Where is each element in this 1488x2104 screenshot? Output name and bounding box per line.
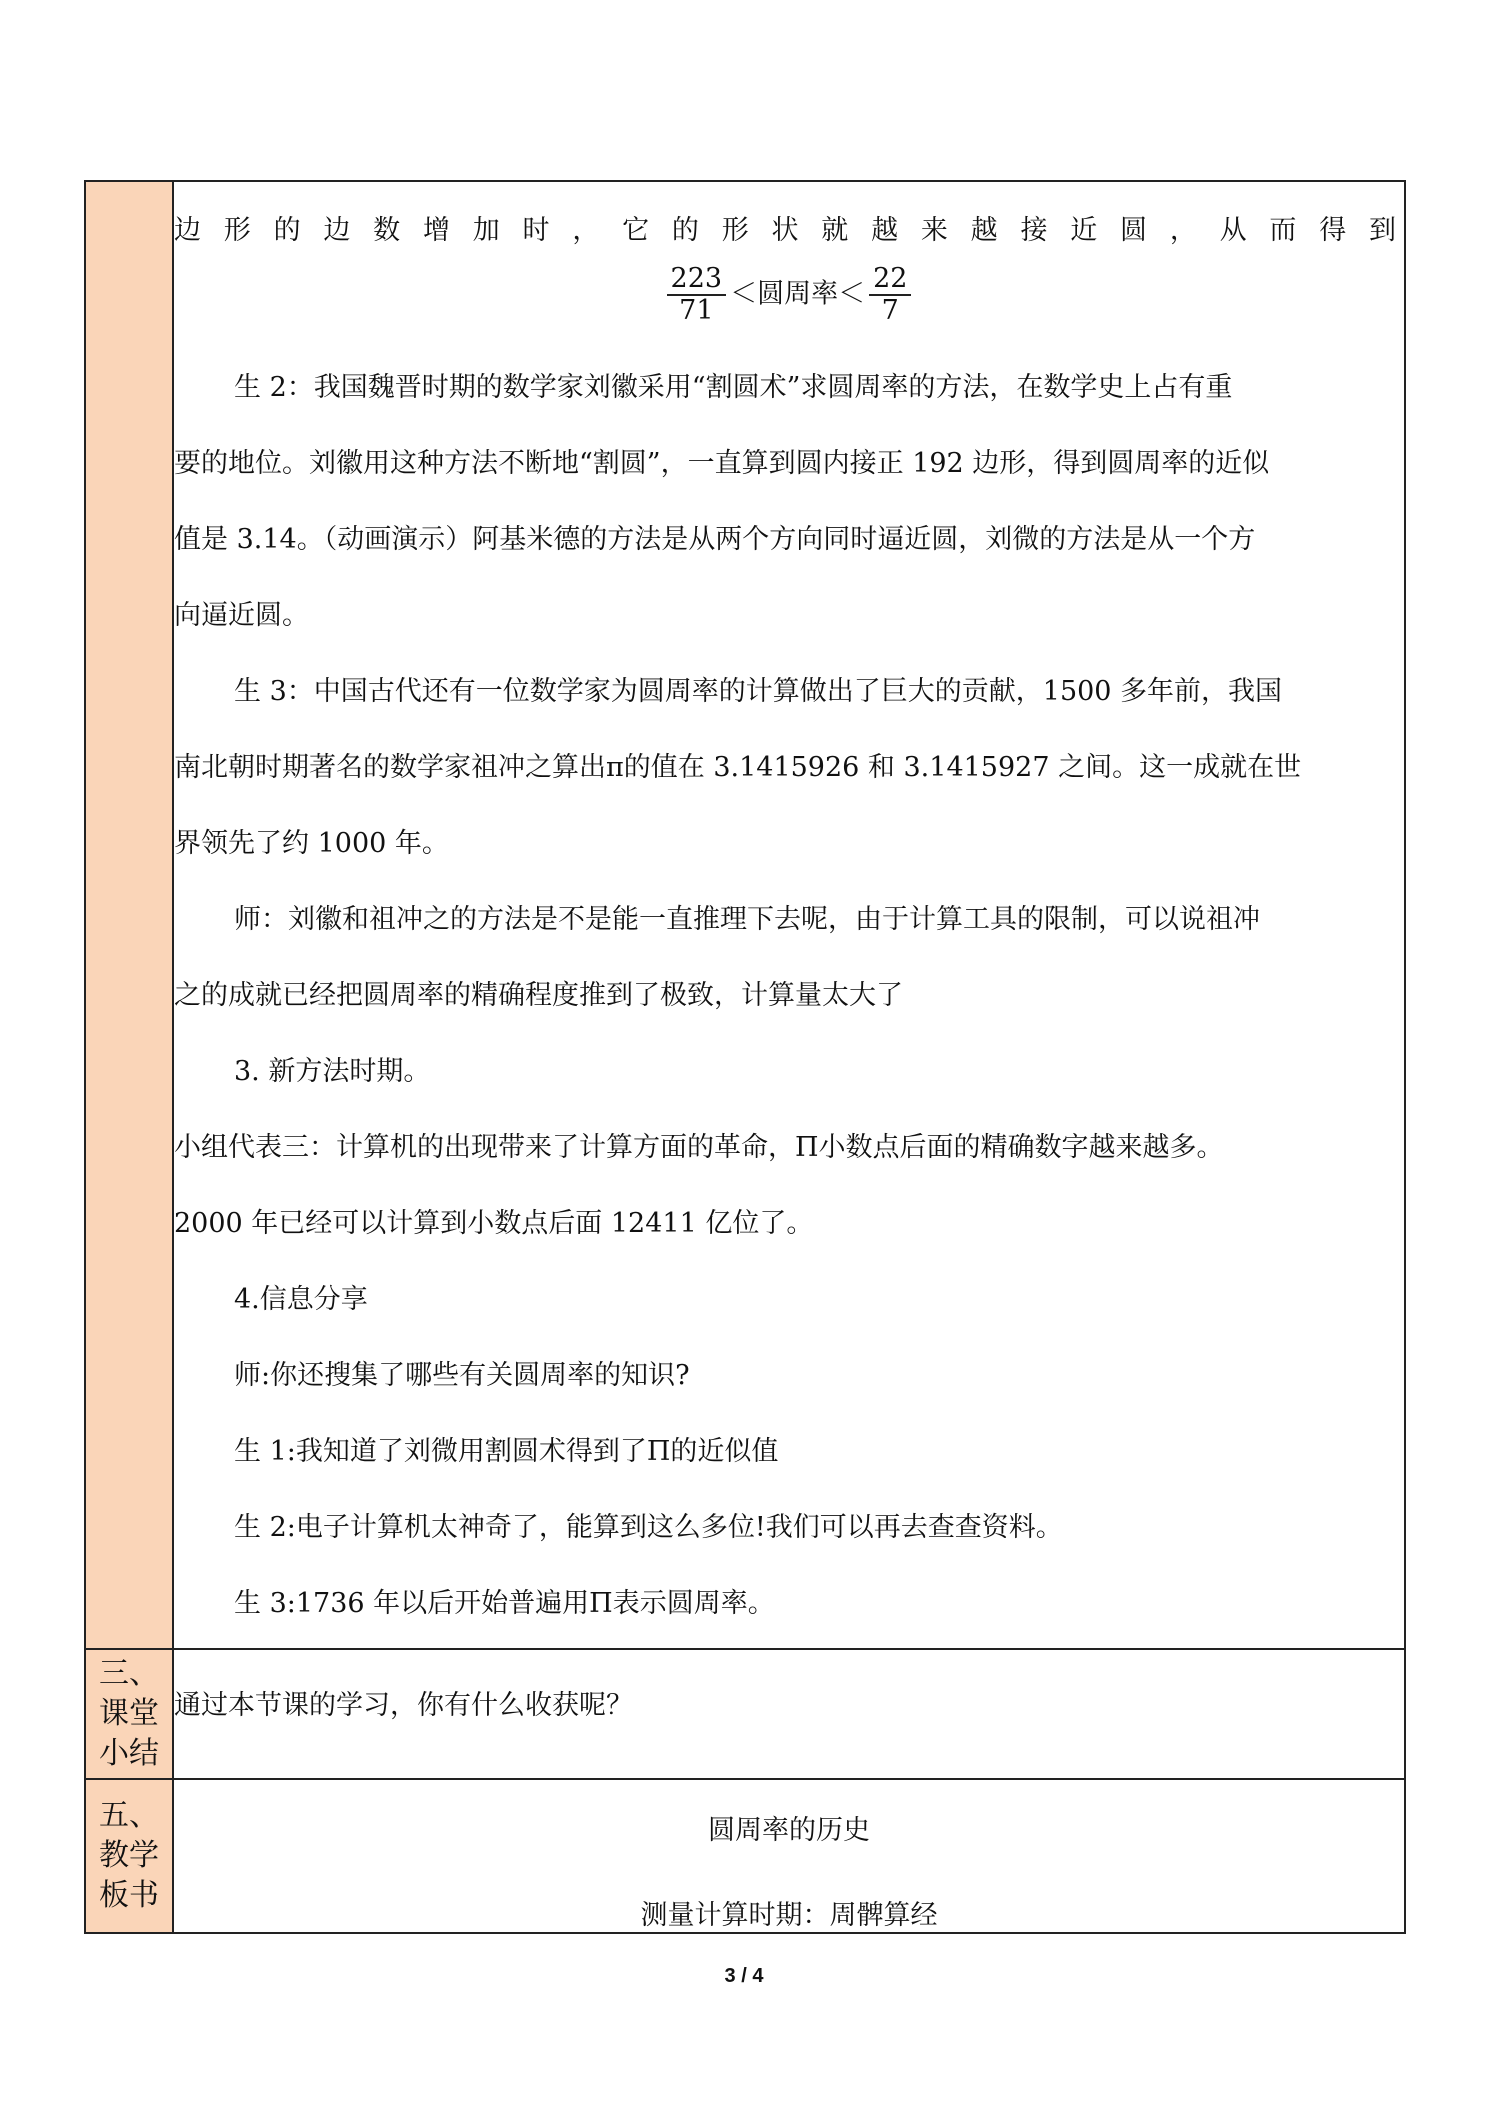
teaching-process-content xyxy=(173,181,1405,1649)
fraction-22-7 xyxy=(869,264,911,326)
fraction-numerator: 22 xyxy=(869,264,911,296)
text-line: 南北朝时期著名的数学家祖冲之算出π的值在 3.1415926 和 3.1415927 之间。这一成就在世 xyxy=(174,752,1302,783)
fraction-numerator: 223 xyxy=(667,264,727,296)
board-label: 五、教学板书 xyxy=(85,1779,173,1933)
summary-row xyxy=(85,1649,1405,1779)
paragraph-lines xyxy=(174,350,1404,1642)
board-row xyxy=(85,1779,1405,1933)
section-side-cell xyxy=(85,181,173,1649)
board-content xyxy=(173,1779,1405,1933)
text-line: 向逼近圆。 xyxy=(174,600,309,631)
text-line: 3. 新方法时期。 xyxy=(234,1056,431,1087)
text-line: 要的地位。刘徽用这种方法不断地“割圆”，一直算到圆内接正 192 边形，得到圆周率的近似 xyxy=(174,448,1270,479)
board-title: 圆周率的历史 xyxy=(708,1815,870,1846)
board-subtitle: 测量计算时期：周髀算经 xyxy=(640,1900,938,1931)
text-line: 2000 年已经可以计算到小数点后面 12411 亿位了。 xyxy=(174,1208,814,1239)
text-line: 师：刘徽和祖冲之的方法是不是能一直推理下去呢，由于计算工具的限制，可以说祖冲 xyxy=(234,904,1260,935)
text-line: 之的成就已经把圆周率的精确程度推到了极致，计算量太大了 xyxy=(174,980,903,1011)
text-line: 生 2：我国魏晋时期的数学家刘徽采用“割圆术”求圆周率的方法，在数学史上占有重 xyxy=(234,372,1233,403)
text-line: 值是 3.14。（动画演示）阿基米德的方法是从两个方向同时逼近圆，刘微的方法是从一个方 xyxy=(174,524,1256,555)
teaching-process-row xyxy=(85,181,1405,1649)
text-line: 师:你还搜集了哪些有关圆周率的知识? xyxy=(234,1360,690,1391)
summary-content xyxy=(173,1649,1405,1779)
fraction-denominator: 71 xyxy=(679,295,714,326)
paragraph-spread-line: 边形的边数增加时，它的形状就越来越接近圆，从而得到 xyxy=(174,215,1404,246)
fraction-denominator: 7 xyxy=(881,295,899,326)
text-line: 生 2:电子计算机太神奇了，能算到这么多位!我们可以再去查查资料。 xyxy=(234,1512,1063,1543)
text-line: 小组代表三：计算机的出现带来了计算方面的革命，Π小数点后面的精确数字越来越多。 xyxy=(174,1132,1224,1163)
text-line: 生 1:我知道了刘微用割圆术得到了Π的近似值 xyxy=(234,1436,779,1467)
pi-inequality xyxy=(174,264,1404,326)
inequality-middle: ＜圆周率＜ xyxy=(730,278,866,310)
fraction-223-71 xyxy=(667,264,727,326)
summary-label: 三、课堂小结 xyxy=(85,1649,173,1779)
page-number: 3 / 4 xyxy=(724,1965,764,1987)
summary-text: 通过本节课的学习，你有什么收获呢？ xyxy=(174,1690,633,1721)
text-line: 生 3:1736 年以后开始普遍用Π表示圆周率。 xyxy=(234,1588,775,1619)
text-line: 4.信息分享 xyxy=(234,1284,368,1315)
text-line: 生 3：中国古代还有一位数学家为圆周率的计算做出了巨大的贡献，1500 多年前，我国 xyxy=(234,676,1283,707)
text-line: 界领先了约 1000 年。 xyxy=(174,828,449,859)
lesson-table xyxy=(84,180,1406,1934)
